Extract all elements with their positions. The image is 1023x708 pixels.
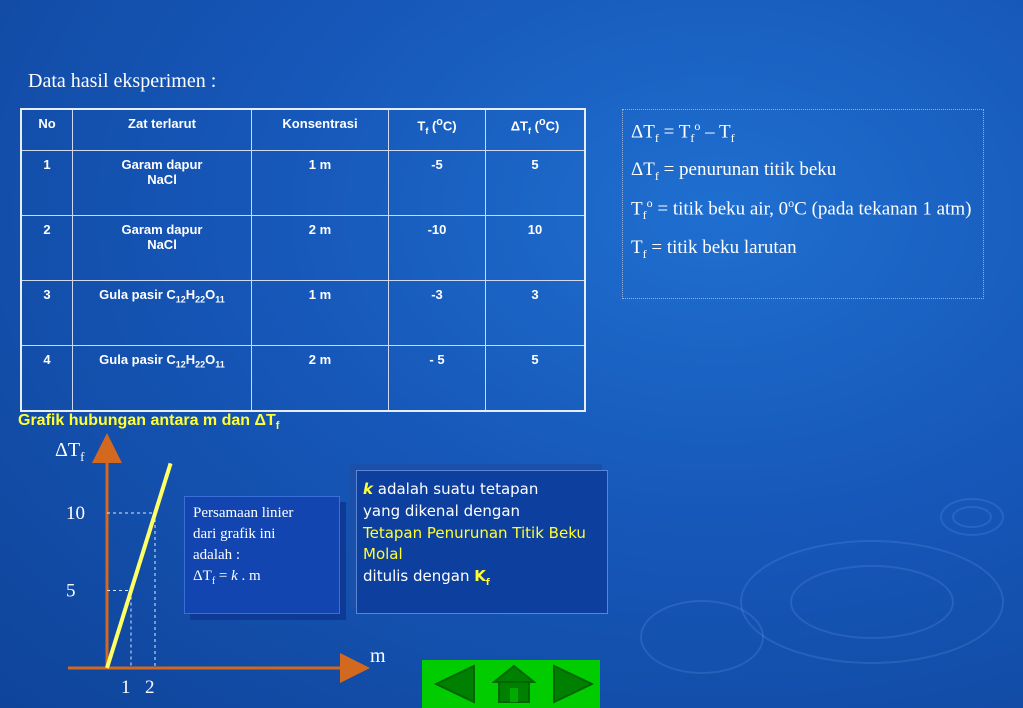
definition-1: $\Delta T_f = T_f^o - T_f$ <box>631 119 735 146</box>
header-tf: $T_f$ ($^o$C) <box>389 109 486 151</box>
cell-no: 2 <box>21 216 73 281</box>
x-tick-label: 1 <box>121 677 131 698</box>
definition-4: $T_f$ = titik beku larutan <box>631 236 797 261</box>
cell-no: 3 <box>21 281 73 346</box>
series-line <box>107 463 171 668</box>
cell-tf: -3 <box>389 281 486 346</box>
cell-dtf: 5 <box>486 151 586 216</box>
forward-arrow-icon[interactable] <box>550 664 594 704</box>
chart-title: Grafik hubungan antara m dan $\Delta T_f$ <box>18 412 280 433</box>
equation-box: Persamaan linier dari grafik ini adalah : $\Delta T_f = k$ . m <box>184 496 340 614</box>
y-axis-label: $\Delta T_f$ <box>55 439 85 464</box>
back-arrow-icon[interactable] <box>434 664 478 704</box>
navigation-bar <box>422 660 600 708</box>
k-constant-box: k adalah suatu tetapan yang dikenal dengan Tetapan Penurunan Titik Beku Molal ditulis dengan $K_f$ <box>356 470 608 614</box>
cell-dtf: 5 <box>486 346 586 412</box>
y-tick-label: 10 <box>66 503 85 524</box>
cell-konsentrasi: 2 m <box>252 346 389 412</box>
cell-zat: Gula pasir $C_{12}H_{22}O_{11}$ <box>73 346 252 412</box>
header-zat: Zat terlarut <box>73 109 252 151</box>
cell-tf: - 5 <box>389 346 486 412</box>
cell-zat: Gula pasir $C_{12}H_{22}O_{11}$ <box>73 281 252 346</box>
cell-konsentrasi: 1 m <box>252 281 389 346</box>
definition-2: $\Delta T_f$ = penurunan titik beku <box>631 159 837 184</box>
cell-tf: -5 <box>389 151 486 216</box>
cell-zat: Garam dapur NaCl <box>73 216 252 281</box>
page-title: Data hasil eksperimen : <box>28 70 217 92</box>
y-tick-label: 5 <box>66 580 76 602</box>
definition-3: $T_f^o$ = titik beku air, 0$^o$C (pada tekanan 1 atm) <box>631 196 972 223</box>
cell-konsentrasi: 1 m <box>252 151 389 216</box>
header-dtf: $\Delta T_f$ ($^o$C) <box>486 109 586 151</box>
x-tick-label: 2 <box>145 677 155 698</box>
cell-no: 4 <box>21 346 73 412</box>
home-icon[interactable] <box>492 664 536 704</box>
cell-no: 1 <box>21 151 73 216</box>
header-konsentrasi: Konsentrasi <box>252 109 389 151</box>
cell-tf: -10 <box>389 216 486 281</box>
x-axis-label: m <box>370 645 386 667</box>
cell-dtf: 3 <box>486 281 586 346</box>
cell-konsentrasi: 2 m <box>252 216 389 281</box>
header-no: No <box>21 109 73 151</box>
cell-dtf: 10 <box>486 216 586 281</box>
cell-zat: Garam dapur NaCl <box>73 151 252 216</box>
